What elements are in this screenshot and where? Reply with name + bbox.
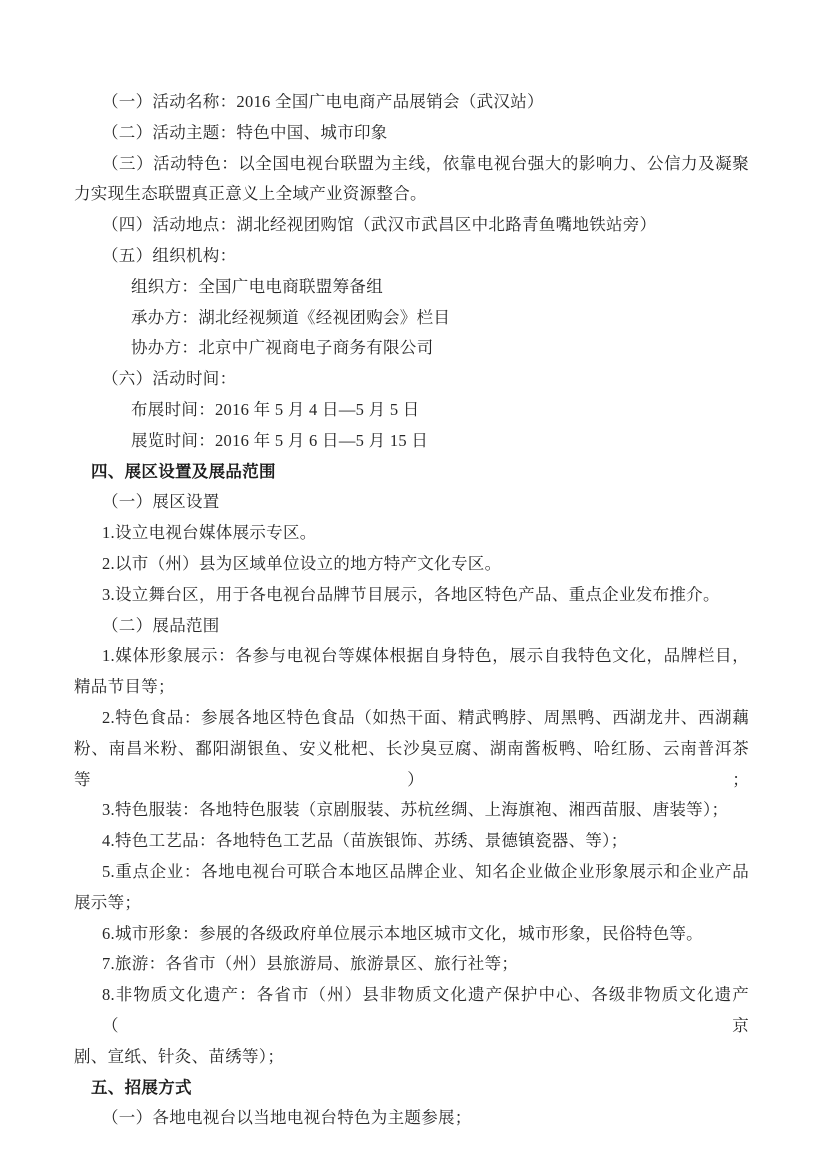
document-line: （二）活动主题：特色中国、城市印象: [102, 122, 388, 142]
document-line: 力实现生态联盟真正意义上全域产业资源整合。: [74, 184, 427, 204]
document-line: 1.媒体形象展示：各参与电视台等媒体根据自身特色，展示自我特色文化，品牌栏目，: [102, 646, 749, 666]
document-line: 1.设立电视台媒体展示专区。: [102, 523, 317, 543]
document-line: 2.特色食品：参展各地区特色食品（如热干面、精武鸭脖、周黑鸭、西湖龙井、西湖藕: [102, 707, 749, 727]
document-line: （一）活动名称：2016 全国广电电商产品展销会（武汉站）: [102, 92, 544, 111]
document-line: 7.旅游：各省市（州）县旅游局、旅游景区、旅行社等；: [102, 954, 519, 974]
document-line: 8.非物质文化遗产：各省市（州）县非物质文化遗产保护中心、各级非物质文化遗产（京: [102, 985, 749, 1035]
document-line: 展览时间：2016 年 5 月 6 日—5 月 15 日: [131, 430, 429, 450]
document-line: 组织方：全国广电电商联盟筹备组: [131, 276, 383, 296]
document-line: 精品节目等；: [74, 677, 175, 697]
document-line: （一）展区设置: [102, 492, 220, 512]
document-line: （二）展品范围: [102, 615, 220, 635]
document-line: 粉、南昌米粉、鄱阳湖银鱼、安义枇杷、长沙臭豆腐、湖南酱板鸭、哈红肠、云南普洱茶等）；: [74, 738, 749, 789]
document-line: 展示等；: [74, 892, 142, 912]
document-line: 2.以市（州）县为区域单位设立的地方特产文化专区。: [102, 553, 502, 573]
document-line: 3.特色服装：各地特色服装（京剧服装、苏杭丝绸、上海旗袍、湘西苗服、唐装等）；: [102, 800, 729, 820]
document-line: （四）活动地点：湖北经视团购馆（武汉市武昌区中北路青鱼嘴地铁站旁）: [102, 215, 657, 235]
document-line: 4.特色工艺品：各地特色工艺品（苗族银饰、苏绣、景德镇瓷器、等）；: [102, 831, 628, 851]
document-line: 布展时间：2016 年 5 月 4 日—5 月 5 日: [131, 399, 420, 419]
document-line: （三）活动特色：以全国电视台联盟为主线，依靠电视台强大的影响力、公信力及凝聚: [102, 153, 749, 173]
document-line: （一）各地电视台以当地电视台特色为主题参展；: [102, 1108, 472, 1128]
document-line: 3.设立舞台区，用于各电视台品牌节目展示，各地区特色产品、重点企业发布推介。: [102, 584, 720, 604]
document-line: 剧、宣纸、针灸、苗绣等）；: [74, 1046, 285, 1066]
document-line: （六）活动时间：: [102, 369, 237, 389]
document-line: 承办方：湖北经视频道《经视团购会》栏目: [131, 307, 451, 327]
document-line: 6.城市形象：参展的各级政府单位展示本地区城市文化，城市形象，民俗特色等。: [102, 923, 703, 943]
document-line: 协办方：北京中广视商电子商务有限公司: [131, 338, 434, 358]
section-heading: 五、招展方式: [91, 1077, 192, 1097]
document-line: （五）组织机构：: [102, 245, 237, 265]
document-line: 5.重点企业：各地电视台可联合本地区品牌企业、知名企业做企业形象展示和企业产品: [102, 861, 749, 881]
section-heading: 四、展区设置及展品范围: [91, 461, 276, 481]
